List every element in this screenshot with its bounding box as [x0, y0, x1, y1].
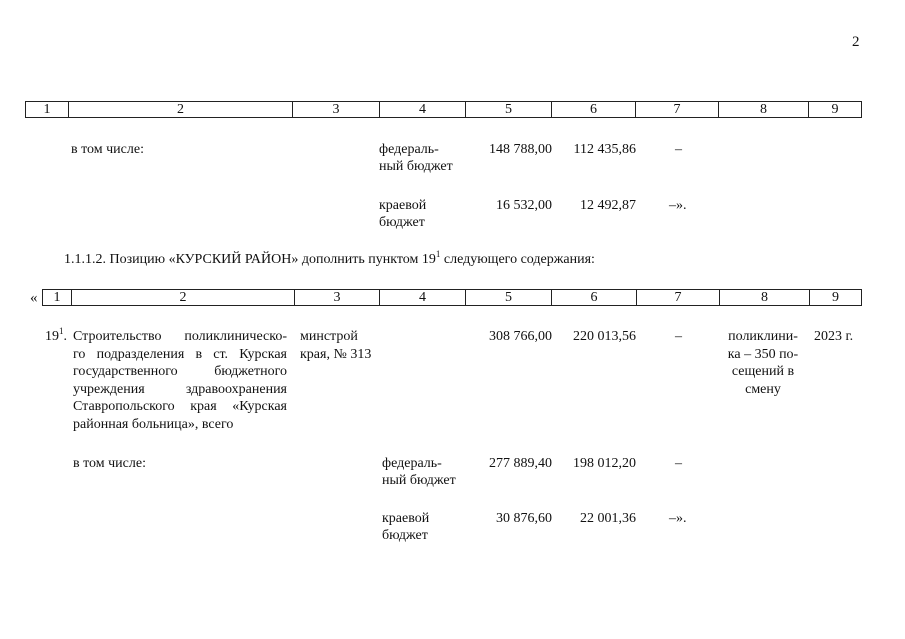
column-number: 8 — [760, 102, 767, 117]
column-number: 8 — [761, 290, 768, 305]
capacity-line: ка – 350 по- — [727, 346, 799, 362]
budget-source: федераль- — [382, 456, 442, 471]
in-total-label: в том числе: — [73, 456, 146, 471]
column-number: 4 — [419, 102, 426, 117]
amount-col5: 148 788,00 — [489, 142, 552, 157]
description-line: Ставропольского края «Курская — [73, 399, 287, 414]
budget-source: федераль- — [379, 142, 439, 157]
amount-col7: – — [675, 456, 682, 471]
amount-col7: –». — [669, 198, 687, 213]
amount-col6: 198 012,20 — [573, 456, 636, 471]
capacity-line: сещений в — [731, 364, 795, 379]
amount-col6: 22 001,36 — [580, 511, 636, 526]
column-number: 5 — [505, 102, 512, 117]
budget-source: краевой — [379, 198, 427, 213]
column-number: 3 — [332, 102, 340, 117]
column-number: 6 — [590, 290, 598, 305]
amount-col6: 220 013,56 — [573, 329, 636, 344]
description-line: районная больница», всего — [73, 416, 234, 432]
description-line: го подразделения в ст. Курская — [73, 346, 287, 362]
column-number: 4 — [419, 290, 426, 305]
budget-source: ный бюджет — [382, 473, 456, 488]
column-number: 7 — [674, 290, 682, 305]
amount-col7: –». — [669, 511, 687, 526]
instruction-sup: 1 — [435, 249, 441, 259]
capacity-line: поликлини- — [728, 329, 798, 344]
column-number-header — [25, 101, 862, 118]
amount-col5: 277 889,40 — [489, 456, 552, 471]
capacity-line: смену — [745, 381, 781, 397]
amount-col5: 16 532,00 — [496, 198, 552, 213]
column-number: 9 — [831, 102, 839, 117]
column-number: 1 — [53, 290, 61, 305]
item-number-sup: 1 — [59, 326, 64, 336]
open-quote: « — [30, 290, 38, 306]
amount-col5: 308 766,00 — [489, 329, 552, 344]
column-number: 3 — [333, 290, 341, 305]
budget-source: краевой — [382, 511, 430, 526]
budget-source: бюджет — [379, 215, 425, 230]
amount-col6: 112 435,86 — [573, 142, 636, 157]
description-line: Строительство поликлиническо- — [73, 329, 287, 344]
amount-col5: 30 876,60 — [496, 511, 552, 526]
page-number: 2 — [852, 34, 860, 50]
column-number: 5 — [505, 290, 512, 305]
column-number: 6 — [590, 102, 597, 117]
instruction-prefix: 1.1.1.2. Позицию «КУРСКИЙ РАЙОН» дополнить пунктом 19 — [64, 252, 436, 267]
capacity-text — [720, 328, 806, 398]
column-number: 9 — [832, 290, 839, 305]
column-number-header — [42, 289, 862, 306]
instruction-suffix: следующего содержания: — [440, 252, 595, 267]
in-total-label: в том числе: — [71, 142, 144, 157]
item-number — [45, 328, 67, 345]
column-number: 1 — [43, 102, 51, 117]
column-number: 7 — [673, 102, 681, 117]
item-number-main: 19 — [45, 329, 59, 344]
description-line: учреждения здравоохранения — [73, 381, 287, 397]
column-number: 2 — [179, 290, 187, 305]
item-description — [73, 328, 287, 433]
instruction-text — [64, 251, 595, 268]
completion-year: 2023 г. — [814, 329, 854, 344]
description-line: государственного бюджетного — [73, 364, 287, 379]
amount-col6: 12 492,87 — [580, 198, 636, 213]
amount-col7: – — [675, 142, 682, 157]
responsible-body: минстрой — [300, 329, 358, 344]
budget-source: бюджет — [382, 528, 428, 543]
responsible-body: края, № 313 — [300, 347, 372, 362]
item-number-suffix: . — [63, 329, 67, 344]
budget-source: ный бюджет — [379, 159, 453, 174]
column-number: 2 — [177, 102, 184, 117]
amount-col7: – — [675, 329, 682, 344]
